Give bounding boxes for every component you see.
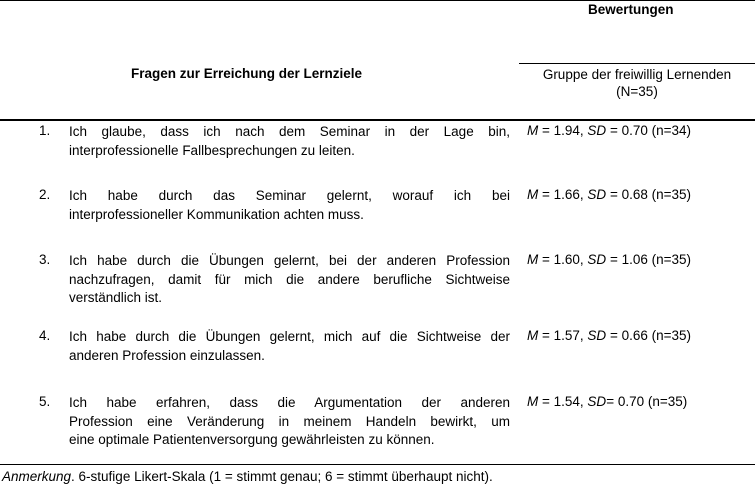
row-number: 3. <box>39 252 51 267</box>
statistics <box>527 252 691 267</box>
mean-label: M <box>527 252 539 267</box>
ratings-subrule <box>519 63 755 64</box>
footer-rule <box>0 464 755 465</box>
mean-value: = 1.60, <box>538 252 588 267</box>
sd-value: = 0.70 (n=34) <box>606 123 691 138</box>
ratings-header: Bewertungen <box>588 2 674 17</box>
mean-value: = 1.66, <box>538 187 588 202</box>
table-note <box>2 469 493 484</box>
row-number: 4. <box>39 328 51 343</box>
mean-value: = 1.94, <box>538 123 588 138</box>
question-text <box>69 328 510 365</box>
question-line: eine optimale Patientenversorgung gewährleisten zu können. <box>69 432 435 447</box>
question-line: Ich habe durch das Seminar gelernt, worauf ich bei <box>69 188 510 203</box>
top-rule <box>0 0 755 1</box>
group-header-line2: (N=35) <box>616 84 658 99</box>
sd-label: SD <box>587 123 607 138</box>
sd-value: = 1.06 (n=35) <box>606 252 691 267</box>
statistics <box>527 187 691 202</box>
question-text <box>69 123 510 160</box>
header-rule <box>0 119 755 121</box>
note-label: Anmerkung <box>2 469 72 484</box>
sd-value: = 0.68 (n=35) <box>606 187 691 202</box>
mean-label: M <box>527 328 539 343</box>
question-line: Ich glaube, dass ich nach dem Seminar in der Lage bin, <box>69 124 510 139</box>
question-text <box>69 252 510 308</box>
question-line: interprofessioneller Kommunikation achten muss. <box>69 206 364 222</box>
question-line: Ich habe erfahren, dass die Argumentation der anderen <box>69 395 510 410</box>
sd-label: SD <box>587 394 607 409</box>
question-line: Ich habe durch die Übungen gelernt, bei der anderen Profession <box>69 253 510 268</box>
note-text: . 6-stufige Likert-Skala (1 = stimmt genau; 6 = stimmt überhaupt nicht). <box>71 469 493 484</box>
mean-value: = 1.57, <box>538 328 588 343</box>
statistics <box>527 394 687 409</box>
statistics <box>527 123 691 138</box>
mean-label: M <box>527 123 539 138</box>
questions-header: Fragen zur Erreichung der Lernziele <box>131 66 363 81</box>
mean-label: M <box>527 187 539 202</box>
question-line: verständlich ist. <box>69 290 163 305</box>
sd-label: SD <box>587 187 607 202</box>
group-header <box>519 66 755 100</box>
question-text <box>69 394 510 450</box>
question-text <box>69 187 510 224</box>
question-line: Profession eine Veränderung in meinem Handeln bewirkt, um <box>69 413 510 429</box>
sd-label: SD <box>587 252 607 267</box>
row-number: 5. <box>39 394 51 409</box>
sd-label: SD <box>587 328 607 343</box>
sd-value: = 0.66 (n=35) <box>606 328 691 343</box>
row-number: 2. <box>39 187 51 202</box>
row-number: 1. <box>39 123 51 138</box>
mean-label: M <box>527 394 539 409</box>
group-header-line1: Gruppe der freiwillig Lernenden <box>542 67 732 82</box>
statistics <box>527 328 691 343</box>
question-line: interprofessionelle Fallbesprechungen zu leiten. <box>69 142 355 158</box>
mean-value: = 1.54, <box>538 394 588 409</box>
sd-value: = 0.70 (n=35) <box>606 394 688 409</box>
question-line: anderen Profession einzulassen. <box>69 347 265 363</box>
question-line: nachzufragen, damit für mich die andere berufliche Sichtweise <box>69 271 510 287</box>
question-line: Ich habe durch die Übungen gelernt, mich auf die Sichtweise der <box>69 329 510 344</box>
